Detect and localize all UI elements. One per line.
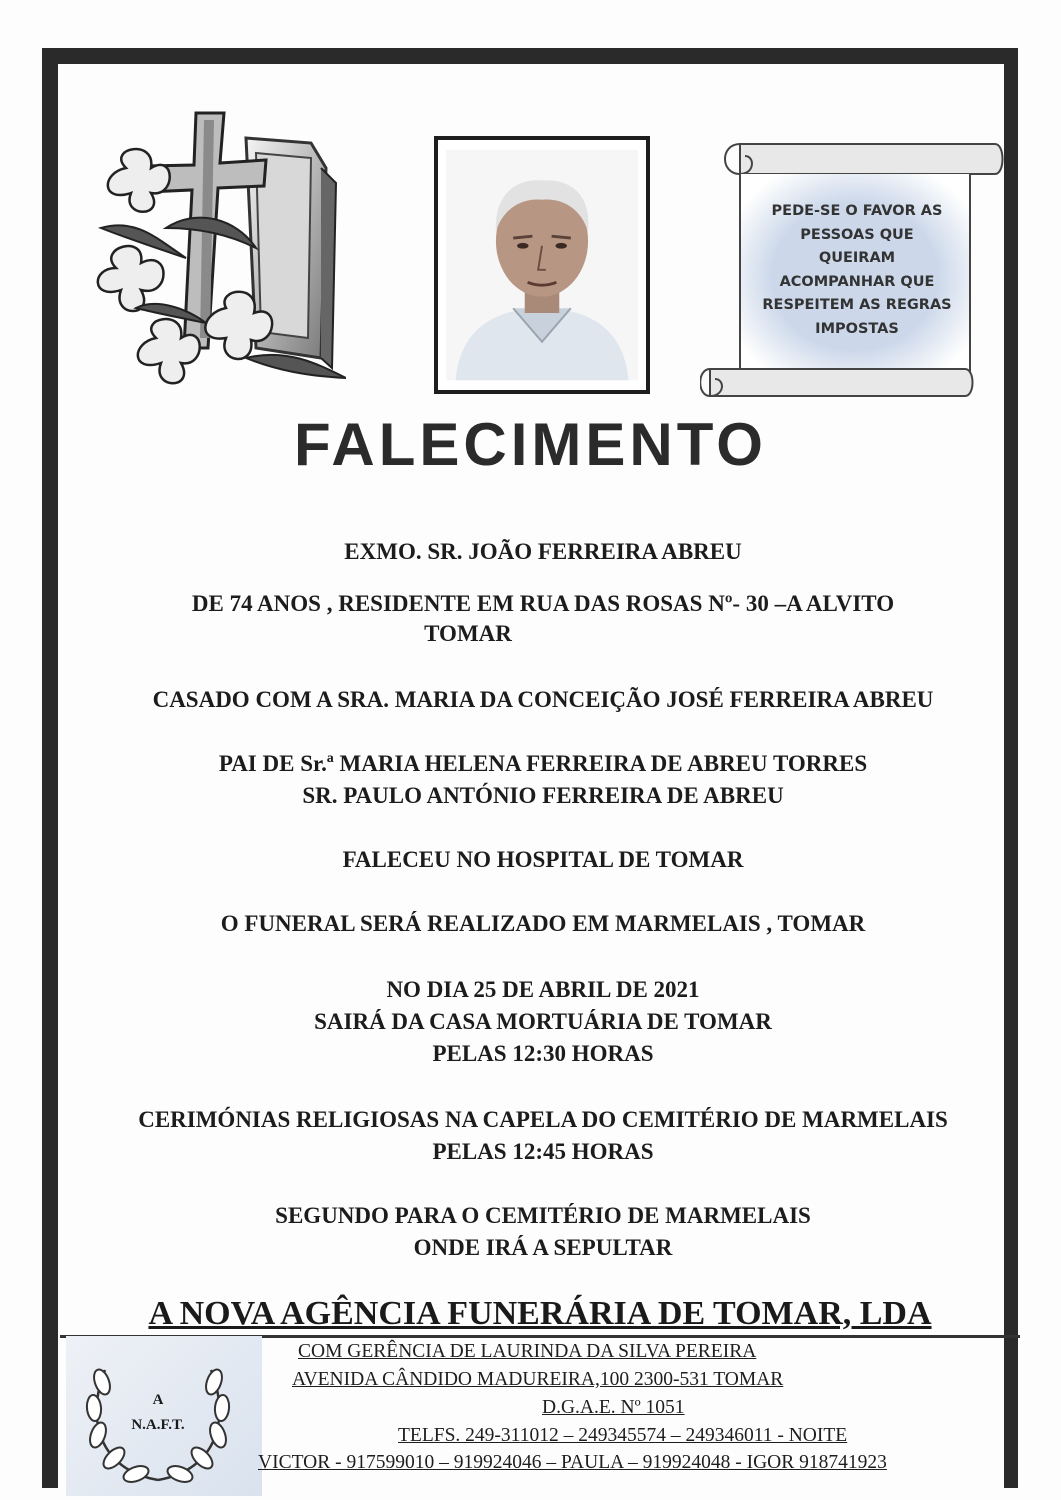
burial-place: SEGUNDO PARA O CEMITÉRIO DE MARMELAIS: [275, 1203, 811, 1228]
page-title: FALECIMENTO: [294, 411, 767, 478]
burial-note: ONDE IRÁ A SEPULTAR: [413, 1235, 673, 1260]
child-2: SR. PAULO ANTÓNIO FERREIRA DE ABREU: [302, 783, 784, 808]
seal-letter: A: [152, 1392, 164, 1408]
ceremony-location: CERIMÓNIAS RELIGIOSAS NA CAPELA DO CEMITÉRIO DE MARMELAIS: [138, 1107, 948, 1132]
laurel-wreath-seal-icon: [80, 1340, 236, 1488]
portrait-photo: [446, 148, 638, 382]
agency-phones: TELFS. 249-311012 – 249345574 – 249346011 - NOITE: [398, 1425, 848, 1446]
agency-name: A NOVA AGÊNCIA FUNERÁRIA DE TOMAR, LDA: [148, 1295, 932, 1332]
scroll-notice-text: PEDE-SE O FAVOR AS PESSOAS QUE QUEIRAM ACOMPANHAR QUE RESPEITEM AS REGRAS IMPOSTAS: [762, 203, 952, 337]
agency-license: D.G.A.E. Nº 1051: [542, 1397, 685, 1418]
funeral-date: NO DIA 25 DE ABRIL DE 2021: [386, 977, 700, 1002]
age-residence: DE 74 ANOS , RESIDENTE EM RUA DAS ROSAS Nº- 30 –A ALVITO: [191, 591, 895, 616]
residence-city: TOMAR: [424, 621, 512, 646]
place-of-death: FALECEU NO HOSPITAL DE TOMAR: [342, 847, 744, 872]
departure-time: PELAS 12:30 HORAS: [432, 1041, 654, 1066]
deceased-name: EXMO. SR. JOÃO FERREIRA ABREU: [344, 539, 742, 564]
child-1: PAI DE Sr.ª MARIA HELENA FERREIRA DE ABREU TORRES: [218, 751, 868, 776]
agency-management: COM GERÊNCIA DE LAURINDA DA SILVA PEREIRA: [298, 1341, 757, 1362]
photo-frame: [434, 136, 650, 394]
spouse: CASADO COM A SRA. MARIA DA CONCEIÇÃO JOSÉ FERREIRA ABREU: [152, 687, 934, 712]
seal-initials: N.A.F.T.: [131, 1417, 185, 1433]
agency-address: AVENIDA CÂNDIDO MADUREIRA,100 2300-531 TOMAR: [292, 1369, 784, 1390]
departure-place: SAIRÁ DA CASA MORTUÁRIA DE TOMAR: [314, 1009, 772, 1034]
ceremony-time: PELAS 12:45 HORAS: [432, 1139, 654, 1164]
cross-lilies-bible-icon: [96, 108, 346, 398]
funeral-location: O FUNERAL SERÁ REALIZADO EM MARMELAIS , TOMAR: [220, 911, 866, 936]
agency-contacts: VICTOR - 917599010 – 919924046 – PAULA – 919924048 - IGOR 918741923: [258, 1452, 887, 1473]
